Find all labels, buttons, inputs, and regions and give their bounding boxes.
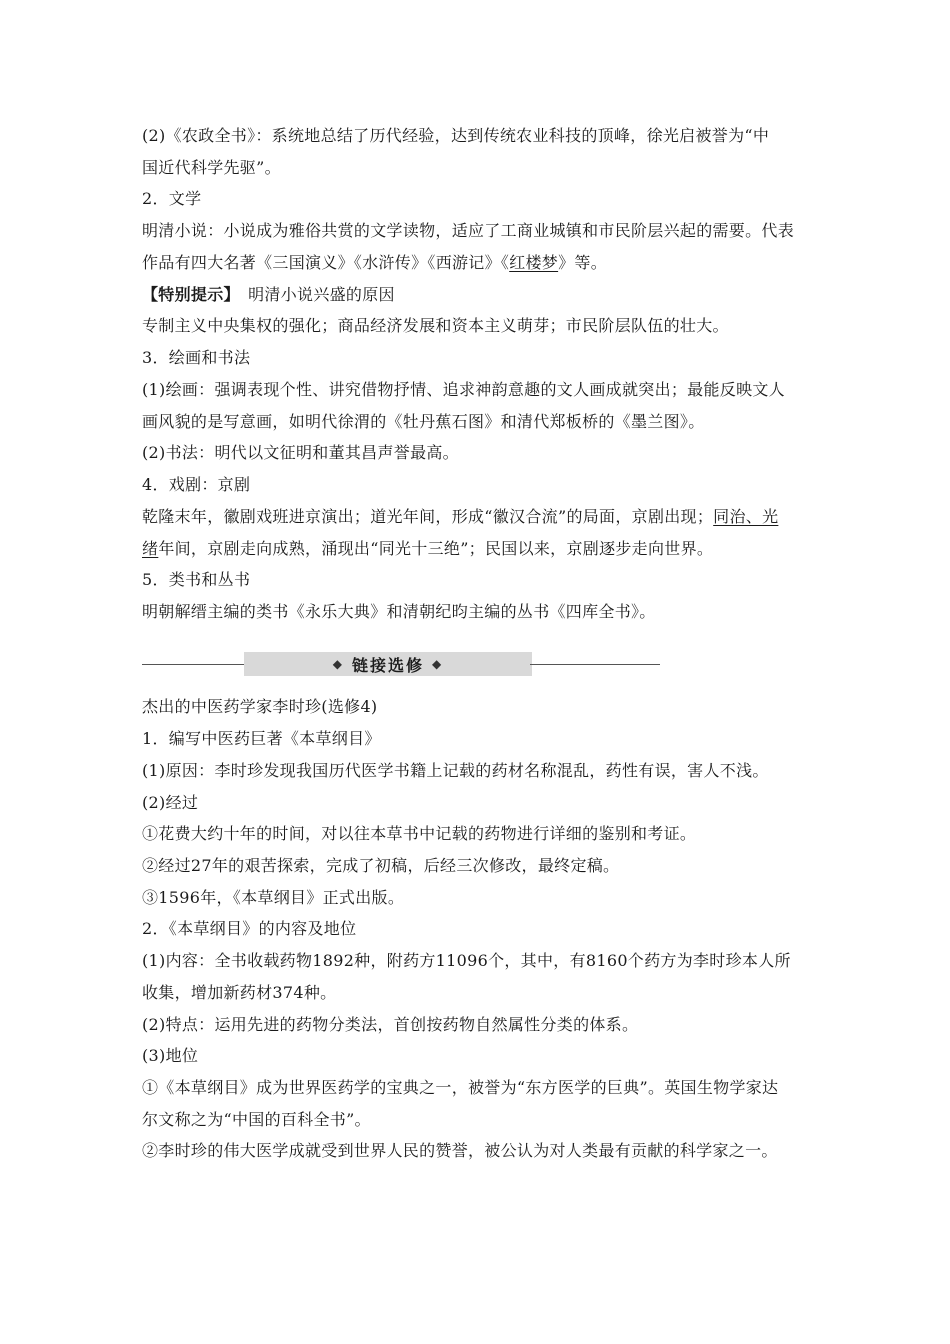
- paragraph-line: [142, 983, 822, 1003]
- paragraph-line: [142, 221, 822, 241]
- text: 5．类书和丛书: [142, 570, 251, 589]
- text: 作品有四大名著《三国演义》《水浒传》《西游记》《: [142, 253, 510, 272]
- underlined-text: 红楼梦: [509, 253, 559, 272]
- text: 年间，京剧走向成熟，涌现出“同光十三绝”；民国以来，京剧逐步走向世界。: [158, 539, 714, 558]
- paragraph-line: [142, 1015, 822, 1035]
- text: (1)原因：李时珍发现我国历代医学书籍上记载的药材名称混乱，药性有误，害人不浅。: [142, 761, 769, 780]
- tip-label: 【特别提示】: [142, 285, 232, 304]
- paragraph-line: [142, 602, 822, 622]
- text: 尔文称之为“中国的百科全书”。: [142, 1110, 371, 1129]
- text: (2)经过: [142, 793, 199, 812]
- section-banner: [142, 652, 522, 676]
- text: 专制主义中央集权的强化；商品经济发展和资本主义萌芽；市民阶层队伍的壮大。: [142, 316, 729, 335]
- diamond-icon: ◆: [432, 657, 444, 671]
- paragraph-line: [142, 126, 822, 146]
- section-heading: [142, 729, 822, 749]
- underlined-text: 同治、光: [713, 507, 779, 526]
- text: 杰出的中医药学家李时珍(选修4): [142, 697, 378, 716]
- section-heading: [142, 570, 822, 590]
- section-heading: [142, 475, 822, 495]
- text: ②李时珍的伟大医学成就受到世界人民的赞誉，被公认为对人类最有贡献的科学家之一。: [142, 1141, 778, 1160]
- text: (2)特点：运用先进的药物分类法，首创按药物自然属性分类的体系。: [142, 1015, 639, 1034]
- text: 》等。: [558, 253, 608, 272]
- paragraph-line: [142, 697, 822, 717]
- paragraph-line: [142, 316, 822, 336]
- text: (2)《农政全书》：系统地总结了历代经验，达到传统农业科技的顶峰，徐光启被誉为“中: [142, 126, 770, 145]
- banner-label-box: [244, 652, 532, 676]
- text: 收集，增加新药材374种。: [142, 983, 337, 1002]
- text: ②经过27年的艰苦探索，完成了初稿，后经三次修改，最终定稿。: [142, 856, 620, 875]
- underlined-text: 绪: [142, 539, 159, 558]
- text: (3)地位: [142, 1046, 199, 1065]
- divider: [142, 664, 244, 665]
- text: 2．《本草纲目》的内容及地位: [142, 919, 357, 938]
- text: 明清小说：小说成为雅俗共赏的文学读物，适应了工商业城镇和市民阶层兴起的需要。代表: [142, 221, 795, 240]
- tip-title: 明清小说兴盛的原因: [231, 285, 395, 304]
- text: 画风貌的是写意画，如明代徐渭的《牡丹蕉石图》和清代郑板桥的《墨兰图》。: [142, 412, 705, 431]
- text: ①《本草纲目》成为世界医药学的宝典之一，被誉为“东方医学的巨典”。英国生物学家达: [142, 1078, 779, 1097]
- paragraph-line: [142, 1110, 822, 1130]
- text: (1)内容：全书收载药物1892种，附药方11096个，其中，有8160个药方为李时珍本人所: [142, 951, 791, 970]
- paragraph-line: [142, 856, 822, 876]
- paragraph-line: [142, 824, 822, 844]
- paragraph-line: [142, 888, 822, 908]
- text: 4．戏剧：京剧: [142, 475, 251, 494]
- text: (1)绘画：强调表现个性、讲究借物抒情、追求神韵意趣的文人画成就突出；最能反映文人: [142, 380, 785, 399]
- text: 3．绘画和书法: [142, 348, 251, 367]
- paragraph-line: [142, 158, 822, 178]
- text: (2)书法：明代以文征明和董其昌声誉最高。: [142, 443, 459, 462]
- paragraph-line: [142, 507, 822, 527]
- text: 2．文学: [142, 189, 202, 208]
- banner-title: 链接选修: [351, 655, 424, 675]
- special-tip: [142, 285, 822, 305]
- paragraph-line: [142, 412, 822, 432]
- paragraph-line: [142, 1078, 822, 1098]
- paragraph-line: [142, 1141, 822, 1161]
- text: ③1596年，《本草纲目》正式出版。: [142, 888, 405, 907]
- paragraph-line: [142, 443, 822, 463]
- paragraph-line: [142, 1046, 822, 1066]
- text: 乾隆末年，徽剧戏班进京演出；道光年间，形成“徽汉合流”的局面，京剧出现；: [142, 507, 714, 526]
- text: 国近代科学先驱”。: [142, 158, 281, 177]
- section-heading: [142, 348, 822, 368]
- paragraph-line: [142, 951, 822, 971]
- text: 1．编写中医药巨著《本草纲目》: [142, 729, 381, 748]
- section-heading: [142, 189, 822, 209]
- divider: [530, 664, 660, 665]
- paragraph-line: [142, 793, 822, 813]
- paragraph-line: [142, 539, 822, 559]
- text: 明朝解缙主编的类书《永乐大典》和清朝纪昀主编的丛书《四库全书》。: [142, 602, 656, 621]
- paragraph-line: [142, 380, 822, 400]
- diamond-icon: ◆: [332, 657, 344, 671]
- paragraph-line: [142, 253, 822, 273]
- paragraph-line: [142, 761, 822, 781]
- section-heading: [142, 919, 822, 939]
- text: ①花费大约十年的时间，对以往本草书中记载的药物进行详细的鉴别和考证。: [142, 824, 697, 843]
